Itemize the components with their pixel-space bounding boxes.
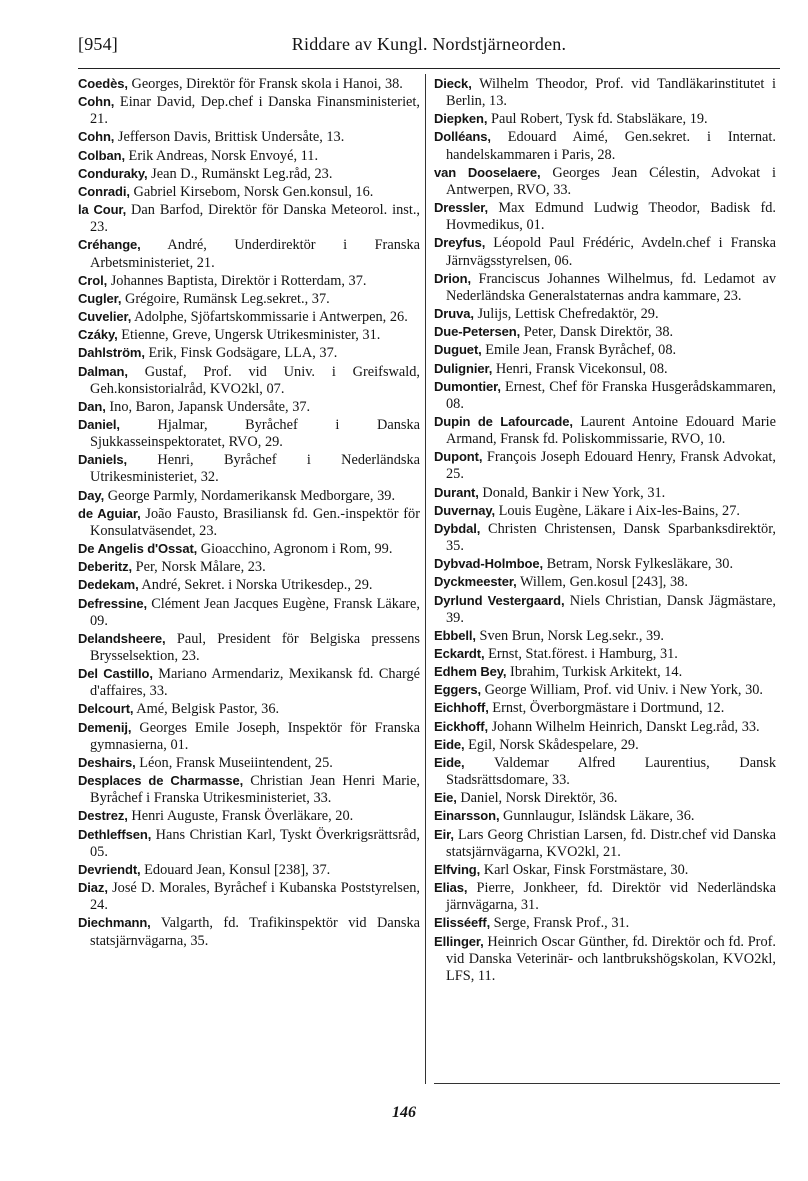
column-end-rule <box>434 1083 780 1084</box>
register-entry <box>434 573 776 591</box>
entry-details: François Joseph Edouard Henry, Fransk Advokat, 25. <box>446 449 776 483</box>
running-title: Riddare av Kungl. Nordstjärneorden. <box>291 34 567 54</box>
entry-details: Erik, Finsk Godsägare, LLA, 37. <box>144 345 338 362</box>
entry-surname: Colban, <box>78 147 125 163</box>
register-entry <box>434 861 776 879</box>
entry-details: Hans Christian Karl, Tyskt Överkrigsrättsråd, 05. <box>90 826 420 860</box>
header-rule <box>78 68 780 69</box>
entry-surname: Dupont, <box>434 449 483 465</box>
register-entry <box>78 540 420 558</box>
entry-details: João Fausto, Brasiliansk fd. Gen.-inspektör för Konsulatväsendet, 23. <box>90 505 420 539</box>
entry-details: Emile Jean, Fransk Byråchef, 08. <box>481 342 677 359</box>
register-entry <box>434 789 776 807</box>
register-entry <box>434 645 776 663</box>
entry-details: Ernest, Chef för Franska Husgerådskammaren, 08. <box>446 378 776 412</box>
entry-surname: Durant, <box>434 484 479 500</box>
register-entry <box>78 308 420 326</box>
entry-surname: Cuvelier, <box>78 309 132 325</box>
entry-surname: Delandsheere, <box>78 630 166 646</box>
register-entry <box>434 826 776 861</box>
entry-details: Edouard Jean, Konsul [238], 37. <box>140 861 331 878</box>
entry-details: Lars Georg Christian Larsen, fd. Distr.chef vid Danska statsjärnvägarna, KVO2kl, 21. <box>446 826 776 860</box>
entry-details: Niels Christian, Dansk Jägmästare, 39. <box>446 592 776 626</box>
entry-details: Léopold Paul Frédéric, Avdeln.chef i Franska Järnvägsstyrelsen, 06. <box>446 235 776 269</box>
entry-surname: Diepken, <box>434 111 488 127</box>
register-entry <box>78 398 420 416</box>
register-entry <box>434 555 776 573</box>
register-entry <box>434 128 776 163</box>
entry-surname: Druva, <box>434 306 474 322</box>
entry-surname: Eide, <box>434 736 465 752</box>
register-entry <box>434 681 776 699</box>
register-entry <box>78 914 420 949</box>
register-entry <box>434 520 776 555</box>
register-entry <box>78 183 420 201</box>
entry-details: Einar David, Dep.chef i Danska Finansministeriet, 21. <box>90 94 420 128</box>
register-entry <box>434 627 776 645</box>
register-entry <box>78 558 420 576</box>
register-entry <box>434 807 776 825</box>
folio-number: 146 <box>392 1104 416 1121</box>
register-entry <box>434 484 776 502</box>
entry-details: Louis Eugène, Läkare i Aix-les-Bains, 27. <box>495 502 740 519</box>
register-entry <box>78 326 420 344</box>
entry-surname: Dulignier, <box>434 360 493 376</box>
entry-details: André, Sekret. i Norska Utrikesdep., 29. <box>138 577 373 594</box>
entry-surname: Drion, <box>434 270 471 286</box>
entry-surname: Cugler, <box>78 290 122 306</box>
register-entry <box>434 663 776 681</box>
register-entry <box>434 341 776 359</box>
register-entry <box>434 378 776 413</box>
entry-details: Grégoire, Rumänsk Leg.sekret., 37. <box>121 290 330 307</box>
entry-surname: Ebbell, <box>434 627 476 643</box>
register-entry <box>78 201 420 236</box>
entry-surname: Dreyfus, <box>434 235 486 251</box>
register-entry <box>78 665 420 700</box>
entry-surname: Dahlström, <box>78 345 145 361</box>
entry-details: Betram, Norsk Fylkesläkare, 30. <box>543 556 734 573</box>
entry-surname: Créhange, <box>78 237 141 253</box>
entry-details: Donald, Bankir i New York, 31. <box>478 484 666 501</box>
register-entry <box>78 363 420 398</box>
register-entry <box>434 718 776 736</box>
register-entry <box>434 933 776 985</box>
entry-details: Karl Oskar, Finsk Forstmästare, 30. <box>480 861 689 878</box>
entry-details: Léon, Fransk Museiintendent, 25. <box>135 754 333 771</box>
entry-surname: Dyrlund Vestergaard, <box>434 592 565 608</box>
entry-details: Valgarth, fd. Trafikinspektör vid Danska statsjärnvägarna, 35. <box>90 915 420 949</box>
entry-surname: Elfving, <box>434 861 481 877</box>
entry-surname: Diechmann, <box>78 915 151 931</box>
entry-details: Christen Christensen, Dansk Sparbanksdirektör, 35. <box>446 520 776 555</box>
entry-surname: Del Castillo, <box>78 666 153 682</box>
entry-details: Paul Robert, Tysk fd. Stabsläkare, 19. <box>487 111 708 128</box>
register-entry <box>434 413 776 448</box>
entry-details: Amé, Belgisk Pastor, 36. <box>133 701 280 718</box>
entry-details: Edouard Aimé, Gen.sekret. i Internat. handelskammaren i Paris, 28. <box>446 129 776 163</box>
entry-surname: Dethleffsen, <box>78 826 152 842</box>
bracketed-page-number: [954] <box>78 34 118 54</box>
entry-details: Sven Brun, Norsk Leg.sekr., 39. <box>475 627 664 644</box>
entry-details: Ibrahim, Turkisk Arkitekt, 14. <box>506 664 683 681</box>
entry-details: Jefferson Davis, Brittisk Undersåte, 13. <box>114 129 345 146</box>
entry-details: Valdemar Alfred Laurentius, Dansk Stadsrättsdomare, 33. <box>446 754 776 789</box>
right-column <box>434 75 776 985</box>
entry-details: Peter, Dansk Direktör, 38. <box>520 324 674 341</box>
entry-details: Pierre, Jonkheer, fd. Direktör vid Nederländska järnvägarna, 31. <box>446 880 776 914</box>
entry-surname: Duvernay, <box>434 502 495 518</box>
entry-surname: la Cour, <box>78 202 127 218</box>
entry-surname: Conduraky, <box>78 165 148 181</box>
entry-details: Daniel, Norsk Direktör, 36. <box>456 790 618 807</box>
entry-surname: Daniel, <box>78 416 120 432</box>
register-entry <box>434 502 776 520</box>
register-entry <box>78 826 420 861</box>
register-entry <box>78 272 420 290</box>
entry-surname: Elisséeff, <box>434 915 491 931</box>
register-entry <box>78 505 420 540</box>
register-entry <box>434 305 776 323</box>
register-entry <box>434 914 776 932</box>
entry-surname: Deshairs, <box>78 754 136 770</box>
entry-surname: Elias, <box>434 880 468 896</box>
entry-surname: Eickhoff, <box>434 718 488 734</box>
entry-details: Ernst, Stat.förest. i Hamburg, 31. <box>484 646 678 662</box>
entry-details: Georges, Direktör för Fransk skola i Hanoi, 38. <box>127 76 403 92</box>
entry-details: André, Underdirektör i Franska Arbetsministeriet, 21. <box>90 237 420 271</box>
register-entry <box>78 576 420 594</box>
entry-details: José D. Morales, Byråchef i Kubanska Poststyrelsen, 24. <box>90 880 420 914</box>
register-entry <box>434 270 776 305</box>
entry-details: Johannes Baptista, Direktör i Rotterdam, 37. <box>107 272 367 289</box>
entry-surname: Dupin de Lafourcade, <box>434 413 573 429</box>
entry-surname: de Aguiar, <box>78 505 141 521</box>
entry-surname: Duguet, <box>434 342 482 358</box>
register-entry <box>78 487 420 505</box>
entry-surname: Devriendt, <box>78 861 141 877</box>
entry-details: Julijs, Lettisk Chefredaktör, 29. <box>473 306 659 323</box>
register-entry <box>434 448 776 483</box>
register-entry <box>434 110 776 128</box>
register-entry <box>78 128 420 146</box>
entry-surname: Dieck, <box>434 76 472 91</box>
entry-surname: Eggers, <box>434 682 481 698</box>
register-entry <box>78 93 420 128</box>
entry-surname: Eide, <box>434 754 465 770</box>
register-entry <box>78 630 420 665</box>
entry-details: Gustaf, Prof. vid Univ. i Greifswald, Geh.konsistorialråd, KVO2kl, 07. <box>90 363 420 397</box>
register-entry <box>78 772 420 807</box>
entry-surname: Diaz, <box>78 880 108 896</box>
entry-surname: Dalman, <box>78 363 128 379</box>
register-entry <box>434 736 776 754</box>
entry-surname: Czáky, <box>78 327 118 343</box>
register-entry <box>78 719 420 754</box>
register-entry <box>434 164 776 199</box>
entry-surname: Cohn, <box>78 129 115 145</box>
entry-details: Mariano Armendariz, Mexikansk fd. Chargé d'affaires, 33. <box>90 666 420 700</box>
entry-details: Franciscus Johannes Wilhelmus, fd. Ledamot av Nederländska Generalstaternas andra kammare, 23. <box>446 270 776 304</box>
entry-surname: Crol, <box>78 272 108 288</box>
register-entry <box>78 344 420 362</box>
register-entry <box>434 879 776 914</box>
entry-surname: Conradi, <box>78 183 130 199</box>
register-entry <box>78 700 420 718</box>
entry-surname: Defressine, <box>78 595 147 611</box>
entry-details: Serge, Fransk Prof., 31. <box>490 915 630 932</box>
entry-details: Henri Auguste, Fransk Överläkare, 20. <box>127 808 354 825</box>
entry-details: Etienne, Greve, Ungersk Utrikesminister, 31. <box>117 327 381 344</box>
register-entry <box>78 754 420 772</box>
entry-surname: Einarsson, <box>434 808 500 824</box>
entry-surname: Cohn, <box>78 94 115 110</box>
entry-surname: Due-Petersen, <box>434 324 521 340</box>
register-entry <box>78 879 420 914</box>
register-entry <box>78 165 420 183</box>
entry-surname: Deberitz, <box>78 559 133 575</box>
register-entry <box>78 451 420 486</box>
entry-surname: Eichhoff, <box>434 700 489 716</box>
entry-surname: Dumontier, <box>434 378 501 394</box>
register-entry <box>434 754 776 789</box>
entry-details: Heinrich Oscar Günther, fd. Direktör och fd. Prof. vid Danska Veterinär- och lantbrukshögskolan, KVO2kl, LFS, 11. <box>446 933 776 984</box>
entry-details: Henri, Byråchef i Nederländska Utrikesministeriet, 32. <box>90 452 420 486</box>
entry-details: Dan Barfod, Direktör för Danska Meteorol. inst., 23. <box>90 202 420 236</box>
entry-details: Christian Jean Henri Marie, Byråchef i Franska Utrikesministeriet, 33. <box>90 773 420 807</box>
entry-details: Gioacchino, Agronom i Rom, 99. <box>197 541 393 558</box>
entry-details: Egil, Norsk Skådespelare, 29. <box>464 736 639 753</box>
entry-details: Per, Norsk Målare, 23. <box>132 559 266 576</box>
entry-surname: Edhem Bey, <box>434 664 507 680</box>
left-column <box>78 75 420 950</box>
entry-surname: Dybvad-Holmboe, <box>434 556 544 572</box>
register-entry <box>434 234 776 269</box>
entry-surname: Dyckmeester, <box>434 574 517 590</box>
entry-details: Willem, Gen.kosul [243], 38. <box>516 574 688 591</box>
entry-surname: Demenij, <box>78 719 132 735</box>
entry-surname: De Angelis d'Ossat, <box>78 541 198 557</box>
entry-details: Jean D., Rumänskt Leg.råd, 23. <box>147 165 333 182</box>
entry-details: Max Edmund Ludwig Theodor, Badisk fd. Hovmedikus, 01. <box>446 200 776 234</box>
register-entry <box>434 199 776 234</box>
entry-surname: Destrez, <box>78 808 128 824</box>
entry-surname: Dybdal, <box>434 520 481 536</box>
register-entry <box>434 360 776 378</box>
entry-details: Georges Jean Célestin, Advokat i Antwerpen, RVO, 33. <box>446 164 777 198</box>
entry-details: Adolphe, Sjöfartskommissarie i Antwerpen, 26. <box>131 309 408 326</box>
entry-surname: Desplaces de Charmasse, <box>78 773 244 789</box>
entry-details: Clément Jean Jacques Eugène, Fransk Läkare, 09. <box>90 595 420 629</box>
entry-details: Ino, Baron, Japansk Undersåte, 37. <box>105 398 311 415</box>
entry-details: Ernst, Överborgmästare i Dortmund, 12. <box>488 700 725 717</box>
entry-details: George William, Prof. vid Univ. i New York, 30. <box>480 682 764 699</box>
entry-details: Wilhelm Theodor, Prof. vid Tandläkarinstitutet i Berlin, 13. <box>446 76 776 110</box>
entry-surname: van Dooselaere, <box>434 164 541 180</box>
entry-surname: Dan, <box>78 398 106 414</box>
register-entry <box>434 699 776 717</box>
entry-surname: Eir, <box>434 826 454 842</box>
entry-surname: Delcourt, <box>78 701 134 717</box>
entry-surname: Daniels, <box>78 452 128 468</box>
running-header <box>78 34 780 62</box>
register-entry <box>434 592 776 627</box>
entry-details: Paul, President för Belgiska pressens Brysselsektion, 23. <box>90 630 420 664</box>
register-entry <box>78 75 420 93</box>
register-entry <box>434 323 776 341</box>
entry-details: Hjalmar, Byråchef i Danska Sjukkasseinspektoratet, RVO, 29. <box>90 416 420 451</box>
entry-details: Gunnlaugur, Isländsk Läkare, 36. <box>499 808 695 825</box>
register-entry <box>434 75 776 110</box>
entry-surname: Dedekam, <box>78 577 139 593</box>
entry-details: Erik Andreas, Norsk Envoyé, 11. <box>124 147 319 164</box>
register-entry <box>78 236 420 271</box>
entry-details: Henri, Fransk Vicekonsul, 08. <box>492 360 668 377</box>
entry-surname: Eie, <box>434 790 457 806</box>
entry-surname: Ellinger, <box>434 933 484 949</box>
register-entry <box>78 416 420 451</box>
entry-surname: Day, <box>78 487 105 503</box>
entry-details: Gabriel Kirsebom, Norsk Gen.konsul, 16. <box>129 183 374 200</box>
entry-surname: Coedès, <box>78 76 128 91</box>
register-entry <box>78 861 420 879</box>
entry-surname: Dolléans, <box>434 129 491 145</box>
entry-details: George Parmly, Nordamerikansk Medborgare, 39. <box>104 487 396 504</box>
register-entry <box>78 147 420 165</box>
entry-surname: Dressler, <box>434 200 489 216</box>
register-entry <box>78 595 420 630</box>
entry-details: Laurent Antoine Edouard Marie Armand, Fransk fd. Poliskommissarie, RVO, 10. <box>446 413 776 448</box>
entry-details: Johann Wilhelm Heinrich, Danskt Leg.råd, 33. <box>488 718 760 735</box>
column-divider <box>425 74 426 1084</box>
register-entry <box>78 290 420 308</box>
entry-surname: Eckardt, <box>434 646 485 661</box>
register-entry <box>78 807 420 825</box>
entry-details: Georges Emile Joseph, Inspektör för Franska gymnasierna, 01. <box>90 719 420 753</box>
